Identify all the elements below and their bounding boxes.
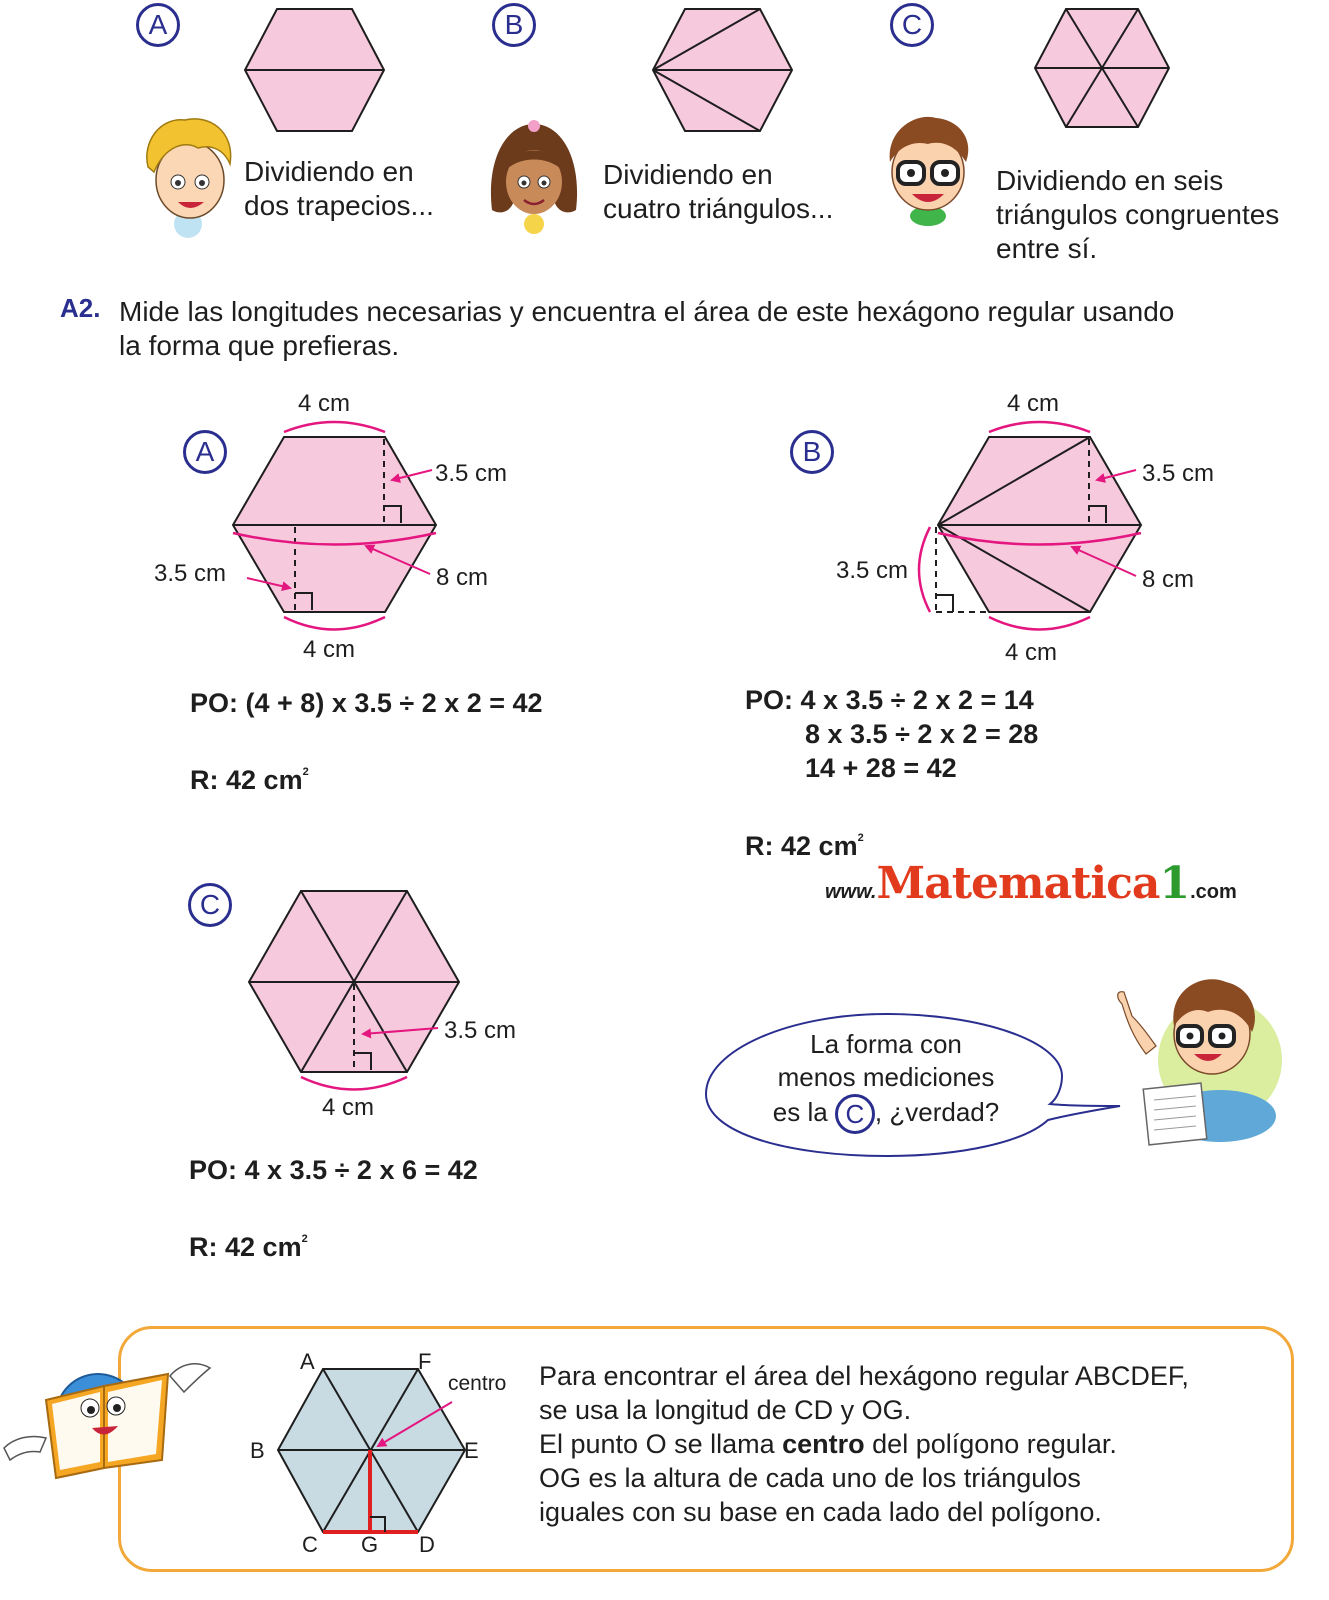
info-line4: OG es la altura de cada uno de los triángulos xyxy=(539,1463,1081,1493)
label-a-top-length: 4 cm xyxy=(298,390,351,417)
caption-a-line1: Dividiendo en xyxy=(244,156,414,187)
po-a: PO: (4 + 8) x 3.5 ÷ 2 x 2 = 42 xyxy=(190,688,543,718)
vertex-f-label: F xyxy=(418,1349,432,1374)
vertex-g-label: G xyxy=(361,1532,379,1557)
result-b: R: 42 $cm^2$ xyxy=(745,831,864,861)
po-b-line1: PO: 4 x 3.5 ÷ 2 x 2 = 14 xyxy=(745,685,1034,715)
label-c-bottom-length: 4 cm xyxy=(322,1094,375,1121)
label-a-height-top: 3.5 cm xyxy=(435,460,508,487)
label-b-top-length: 4 cm xyxy=(1007,390,1060,417)
watermark: www.Matematica1.com xyxy=(825,858,1237,909)
label-a-bottom-length: 4 cm xyxy=(303,636,356,663)
info-line3: El punto O se llama centro del polígono regular. xyxy=(539,1429,1117,1459)
exercise-line1: Mide las longitudes necesarias y encuentra el área de este hexágono regular usando xyxy=(119,296,1175,327)
caption-b-line1: Dividiendo en xyxy=(603,159,773,190)
info-line1: Para encontrar el área del hexágono regular ABCDEF, xyxy=(539,1361,1189,1391)
label-a-height-bottom: 3.5 cm xyxy=(154,560,227,587)
exercise-line2: la forma que prefieras. xyxy=(119,330,400,361)
info-line2: se usa la longitud de CD y OG. xyxy=(539,1395,912,1425)
caption-c-line3: entre sí. xyxy=(996,233,1098,264)
vertex-c-label: C xyxy=(302,1532,318,1557)
badge-a-top: A xyxy=(136,3,180,47)
label-b-bottom-length: 4 cm xyxy=(1005,639,1058,666)
caption-b-line2: cuatro triángulos... xyxy=(603,193,834,224)
speech-line1: La forma con xyxy=(810,1029,962,1059)
label-b-height-left: 3.5 cm xyxy=(836,557,909,584)
caption-c-line2: triángulos congruentes xyxy=(996,199,1280,230)
label-b-diagonal: 8 cm xyxy=(1142,566,1195,593)
po-b-line3: 14 + 28 = 42 xyxy=(805,753,957,783)
speech-line3: es la C , ¿verdad? xyxy=(730,1094,1042,1134)
badge-c-solution: C xyxy=(188,883,232,927)
exercise-number: A2. xyxy=(60,293,101,323)
vertex-b-label: B xyxy=(250,1438,265,1463)
speech-badge-c: C xyxy=(835,1094,875,1134)
center-label: centro xyxy=(448,1372,507,1395)
caption-a-line2: dos trapecios... xyxy=(244,190,434,221)
caption-c-line1: Dividiendo en seis xyxy=(996,165,1224,196)
info-line5: iguales con su base en cada lado del polígono. xyxy=(539,1497,1102,1527)
po-b-line2: 8 x 3.5 ÷ 2 x 2 = 28 xyxy=(805,719,1039,749)
result-a: R: 42 $cm^2$ xyxy=(190,765,309,795)
vertex-a-label: A xyxy=(300,1349,315,1374)
badge-b-solution: B xyxy=(790,430,834,474)
badge-c-top: C xyxy=(890,3,934,47)
po-c: PO: 4 x 3.5 ÷ 2 x 6 = 42 xyxy=(189,1155,478,1185)
result-c: R: 42 $cm^2$ xyxy=(189,1232,308,1262)
vertex-d-label: D xyxy=(419,1532,435,1557)
speech-line2: menos mediciones xyxy=(777,1062,995,1092)
label-a-diagonal: 8 cm xyxy=(436,564,489,591)
label-c-height: 3.5 cm xyxy=(444,1017,517,1044)
label-b-height-top: 3.5 cm xyxy=(1142,460,1215,487)
vertex-e-label: E xyxy=(464,1438,479,1463)
info-text xyxy=(539,1359,1189,1529)
badge-a-solution: A xyxy=(183,430,227,474)
badge-b-top: B xyxy=(492,3,536,47)
